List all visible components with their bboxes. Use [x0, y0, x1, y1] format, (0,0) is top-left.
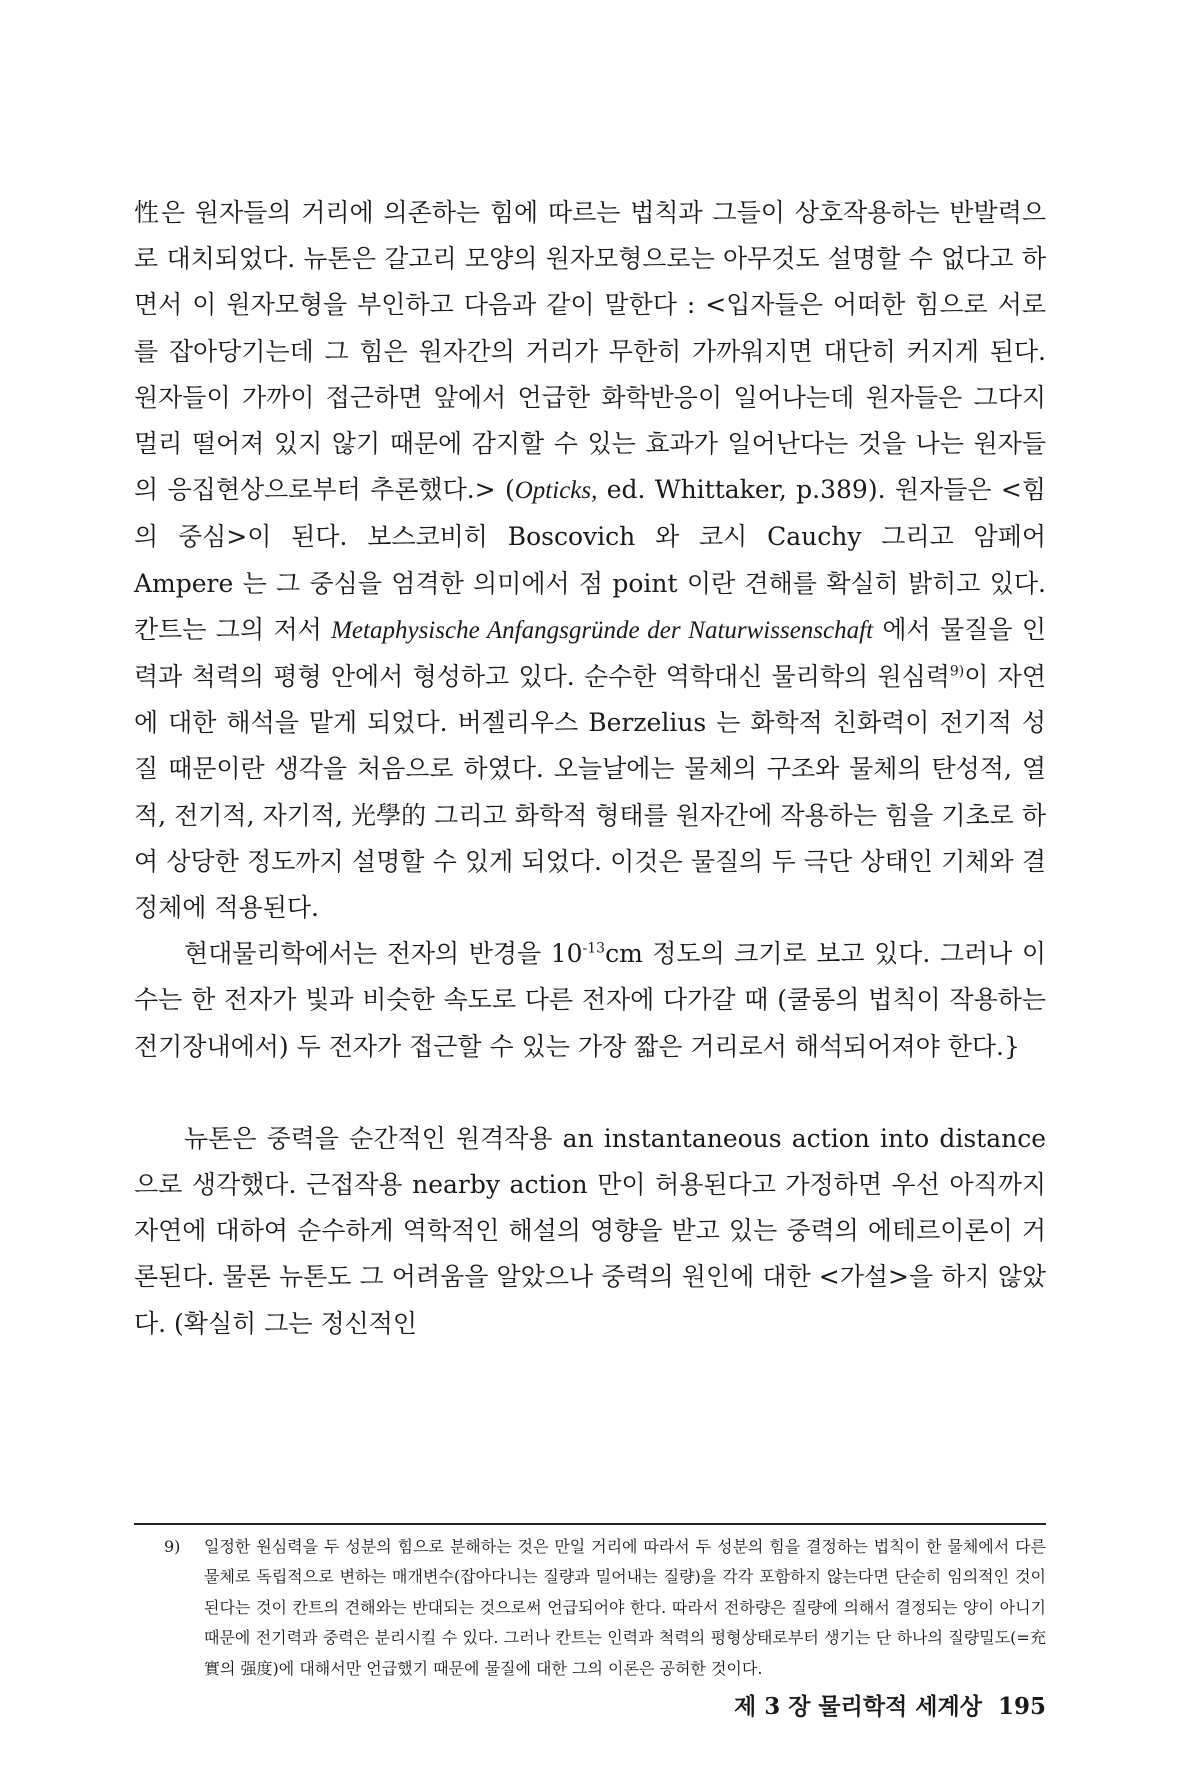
body-text	[134, 190, 1046, 1347]
book-title-opticks: Opticks,	[514, 477, 598, 505]
footnote-divider	[134, 1523, 1046, 1525]
text-run: 현대물리학에서는 전자의 반경을 10	[184, 939, 583, 969]
text-run: cm 정도의 크기로 보고 있다. 그러나 이 수는 한 전자가 빛과 비슷한 속도로 다른 전자에 다가갈 때 (쿨롱의 법칙이 작용하는 전기장내에서) 두 전자가 접근할 수 있는 가장 짧은 거리로서 해석되어져야 한다.}	[134, 939, 1046, 1061]
paragraph-gravity	[134, 1116, 1046, 1347]
paragraph-atomic-forces	[134, 190, 1046, 931]
book-title-kant: Metaphysische Anfangsgründe der Naturwissenschaft	[331, 616, 874, 644]
footnote-number: 9)	[164, 1537, 181, 1556]
footnote-ref: 9)	[949, 663, 965, 680]
text-run: 性은 원자들의 거리에 의존하는 힘에 따르는 법칙과 그들이 상호작용하는 반발력으로 대치되었다. 뉴톤은 갈고리 모양의 원자모형으로는 아무것도 설명할 수 없다고 하면서 이 원자모형을 부인하고 다음과 같이 말한다 : <입자들은 어떠한 힘으로 서로를 잡아당기는데 그 힘은 원자간의 거리가 무한히 가까워지면 대단히 커지게 된다. 원자들이 가까이 접근하면 앞에서 언급한 화학반응이 일어나는데 원자들은 그다지 멀리 떨어져 있지 않기 때문에 감지할 수 있는 효과가 일어난다는 것을 나는 원자들의 응집현상으로부터 추론했다.> (	[134, 198, 1046, 505]
chapter-title: 제 3 장 물리학적 세계상	[733, 1693, 982, 1720]
page-number: 195	[997, 1693, 1046, 1720]
exponent: -13	[582, 940, 606, 957]
footnote-text: 일정한 원심력을 두 성분의 힘으로 분해하는 것은 만일 거리에 따라서 두 성분의 힘을 결정하는 법칙이 한 물체에서 다른 물체로 독립적으로 변하는 매개변수(잡아다니는 질량과 밀어내는 질량)을 각각 포함하지 않는다면 단순히 임의적인 것이 된다는 것이 칸트의 견해와는 반대되는 것으로써 언급되어야 한다. 따라서 전하량은 질량에 의해서 결정되는 양이 아니기 때문에 전기력과 중력은 분리시킬 수 있다. 그러나 칸트는 인력과 척력의 평형상태로부터 생기는 단 하나의 질량밀도(=充實의 强度)에 대해서만 언급했기 때문에 물질에 대한 그의 이론은 공허한 것이다.	[204, 1537, 1046, 1678]
text-run: 이 자연에 대한 해석을 맡게 되었다. 버젤리우스 Berzelius 는 화학적 친화력이 전기적 성질 때문이란 생각을 처음으로 하였다. 오늘날에는 물체의 구조와 물체의 탄성적, 열적, 전기적, 자기적, 光學的 그리고 화학적 형태를 원자간에 작용하는 힘을 기초로 하여 상당한 정도까지 설명할 수 있게 되었다. 이것은 물질의 두 극단 상태인 기체와 결정체에 적용된다.	[134, 662, 1046, 923]
text-run: 에서 물질을 인력과 척력의 평형 안에서 형성하고 있다. 순수한 역학대신 물리학의 원심력	[134, 614, 1046, 692]
footnote	[134, 1532, 1046, 1684]
text-run: 뉴톤은 중력을 순간적인 원격작용 an instantaneous action into distance 으로 생각했다. 근접작용 nearby action 만이 허용된다고 가정하면 우선 아직까지 자연에 대하여 순수하게 역학적인 해설의 영향을 받고 있는 중력의 에테르이론이 거론된다. 물론 뉴톤도 그 어려움을 알았으나 중력의 원인에 대한 <가설>을 하지 않았다. (확실히 그는 정신적인	[134, 1123, 1046, 1338]
running-footer	[726, 1688, 1046, 1721]
text-run: ed. Whittaker, p.389). 원자들은 <힘의 중심>이 된다. 보스코비히 Boscovich 와 코시 Cauchy 그리고 암페어 Ampere 는 그 중심을 엄격한 의미에서 점 point 이란 견해를 확실히 밝히고 있다. 칸트는 그의 저서	[134, 475, 1046, 644]
paragraph-electron-radius	[134, 931, 1046, 1070]
paragraph-gap	[134, 1070, 1046, 1116]
